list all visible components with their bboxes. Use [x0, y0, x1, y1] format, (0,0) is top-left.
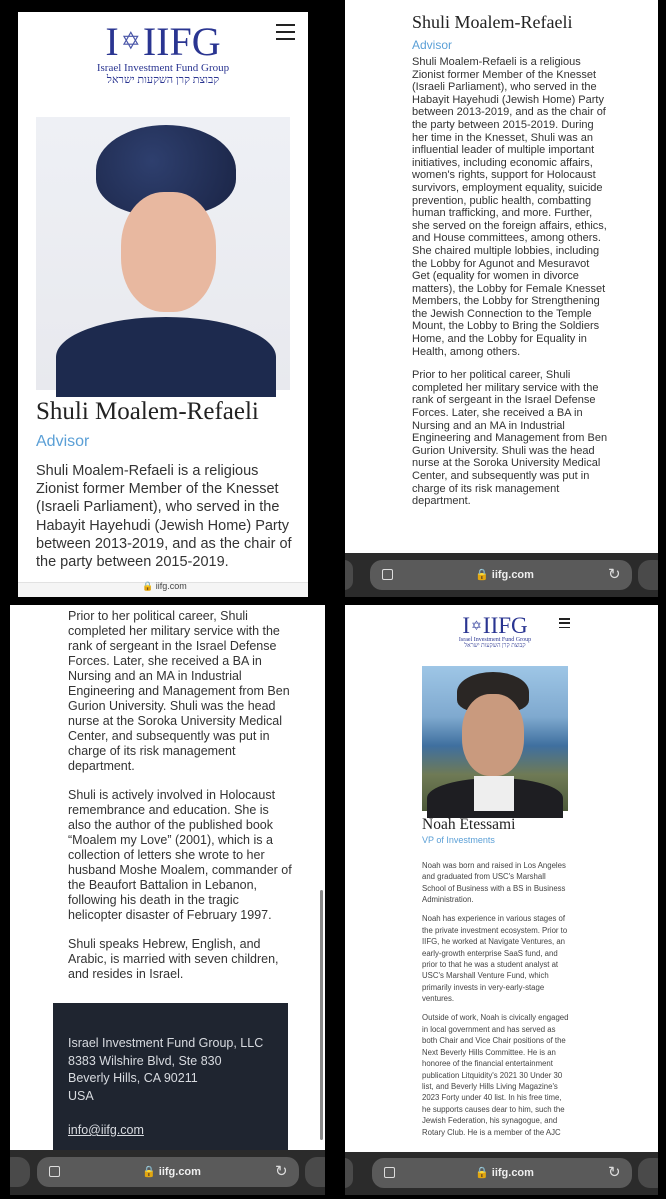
logo-name-en: Israel Investment Fund Group	[458, 637, 532, 643]
address-bar[interactable]: 🔒 iifg.com ↻	[372, 1158, 632, 1188]
bio-paragraph: Shuli is actively involved in Holocaust remembrance and education. She is also the author of the published book “Moalem my Love” (2001), which is a collection of letters she wrote to her husband Moshe Moalem, commander of the Beaufort Battalion in Lebanon, following his death in the tragic helicopter disaster of February 1997.	[68, 788, 292, 922]
footer-email-link[interactable]: info@iifg.com	[68, 1123, 144, 1137]
shirt	[474, 776, 514, 811]
footer-city: Beverly Hills, CA 90211	[68, 1071, 198, 1085]
reload-icon[interactable]: ↻	[608, 1164, 621, 1181]
safari-toolbar	[345, 553, 658, 597]
screenshot-panel-2	[345, 0, 658, 597]
member-bio	[68, 609, 292, 982]
member-name: Noah Etessami	[422, 816, 516, 833]
hamburger-menu-icon[interactable]	[276, 24, 295, 40]
logo-text: IIFG	[482, 613, 528, 638]
member-name: Shuli Moalem-Refaeli	[36, 398, 259, 425]
url-label: iifg.com	[491, 569, 534, 581]
face	[121, 192, 216, 312]
url-label[interactable]: 🔒 iifg.com	[142, 581, 187, 591]
member-bio: Shuli Moalem-Refaeli is a religious Zionist former Member of the Knesset (Israeli Parliament), who served in the Habayit Hayehudi (Jewish Home) Party between 2013-2019, and as the chair of the party between 2015-2019.	[36, 463, 292, 571]
tabs-icon[interactable]	[382, 569, 393, 580]
logo-name-en: Israel Investment Fund Group	[96, 62, 230, 74]
bio-paragraph: Prior to her political career, Shuli completed her military service with the rank of sergeant in the Israel Defense Forces. Later, she received a BA in Nursing and an MA in Industrial Engineering and Management from Ben Gurion University. Shuli was the head nurse at the Soroka University Medical Center, and subsequently was put in charge of its risk management department.	[68, 609, 290, 773]
logo-initial: I	[105, 19, 119, 64]
screenshot-panel-3	[10, 605, 325, 1195]
tabs-icon[interactable]	[49, 1166, 60, 1177]
scrollbar[interactable]	[320, 890, 323, 1140]
bio-paragraph: Noah was born and raised in Los Angeles and graduated from USC's Marshall School of Business with a BS in Business Administration.	[422, 861, 566, 905]
bio-paragraph: Shuli speaks Hebrew, English, and Arabic, is married with seven children, and resides in Israel.	[68, 937, 279, 981]
footer-street: 8383 Wilshire Blvd, Ste 830	[68, 1053, 222, 1068]
logo-initial: I	[462, 613, 471, 638]
reload-icon[interactable]: ↻	[608, 566, 621, 583]
address-bar[interactable]: 🔒 iifg.com ↻	[370, 560, 632, 590]
safari-toolbar	[345, 1152, 658, 1195]
face	[462, 694, 524, 776]
iifg-logo[interactable]	[93, 19, 233, 86]
bio-paragraph: Outside of work, Noah is civically engaged in local government and has served as both Chair and Vice Chair positions of the Next Beverly Hills Committee. He is an honoree of the financial entertainment publication Litquidity's 2021 30 Under 30 list, and Beverly Hills Living Magazine's 2023 Forty under 40 list. In his free time, he supports causes dear to him, such the Jewish Federation, his synagogue, and Rotary Club. He is a member of the AJC	[422, 1013, 569, 1137]
iifg-logo[interactable]	[455, 614, 535, 649]
logo-name-he: קבוצת קרן השקעות ישראל	[464, 643, 526, 649]
bio-paragraph: Shuli Moalem-Refaeli is a religious Zionist former Member of the Knesset (Israeli Parliament), who served in the Habayit Hayehudi (Jewish Home) Party between 2013-2019, and as the chair of the party between 2015-2019. During her time in the Knesset, Shuli was an influential leader of multiple important initiatives, including economic affairs, women's rights, support for Holocaust survivors, employment equality, suicide prevention, public health, combatting human trafficking, and more. Further, she served on the foreign affairs, ethics, and House committees, among others. She chaired multiple lobbies, including the Lobby for Agunot and Mesuravot Get (equality for women in divorce matters), the Lobby for Female Knesset Members, the Lobby for Strengthening the Jewish Connection to the Temple Mount, the Lobby to Bring the Soldiers Home, and the Lobby for Equality in Health, among others.	[412, 56, 607, 358]
site-footer	[53, 1003, 288, 1163]
screenshot-panel-1	[18, 12, 308, 597]
url-label: iifg.com	[158, 1166, 201, 1178]
star-of-david-icon: ✡	[471, 618, 482, 633]
footer-company: Israel Investment Fund Group, LLC	[68, 1036, 264, 1050]
tabs-icon[interactable]	[384, 1167, 395, 1178]
member-bio	[422, 860, 570, 1146]
member-role: Advisor	[36, 433, 90, 450]
member-bio	[412, 56, 610, 519]
star-of-david-icon: ✡	[120, 29, 141, 55]
hamburger-menu-icon[interactable]	[559, 618, 570, 628]
safari-toolbar	[10, 1150, 325, 1195]
member-role: VP of Investments	[422, 835, 495, 845]
logo-name-he: קבוצת קרן השקעות ישראל	[106, 74, 220, 86]
bio-paragraph: Prior to her political career, Shuli completed her military service with the rank of sergeant in the Israel Defense Forces. Later, she received a BA in Nursing and an MA in Industrial Engineering and Management from Ben Gurion University. Shuli was the head nurse at the Soroka University Medical Center, and subsequently was put in charge of its risk management department.	[412, 369, 608, 508]
member-name: Shuli Moalem-Refaeli	[412, 12, 573, 32]
shuli-photo	[36, 117, 290, 390]
url-label: iifg.com	[491, 1167, 534, 1179]
bio-paragraph: Noah has experience in various stages of the private investment ecosystem. Prior to IIFG, he worked at Navigate Ventures, an early-growth enterprise SaaS fund, and prior to that he was a student analyst at USC's Marshall Venture Fund, which primarily invests in very-early-stage ventures.	[422, 914, 568, 1004]
screenshot-panel-4	[345, 605, 658, 1195]
address-bar[interactable]: 🔒 iifg.com ↻	[37, 1157, 299, 1187]
footer-country: USA	[68, 1088, 94, 1103]
member-role: Advisor	[412, 38, 453, 52]
noah-photo	[422, 666, 568, 811]
logo-text: IIFG	[142, 19, 221, 64]
reload-icon[interactable]: ↻	[275, 1163, 288, 1180]
jacket	[56, 317, 276, 397]
